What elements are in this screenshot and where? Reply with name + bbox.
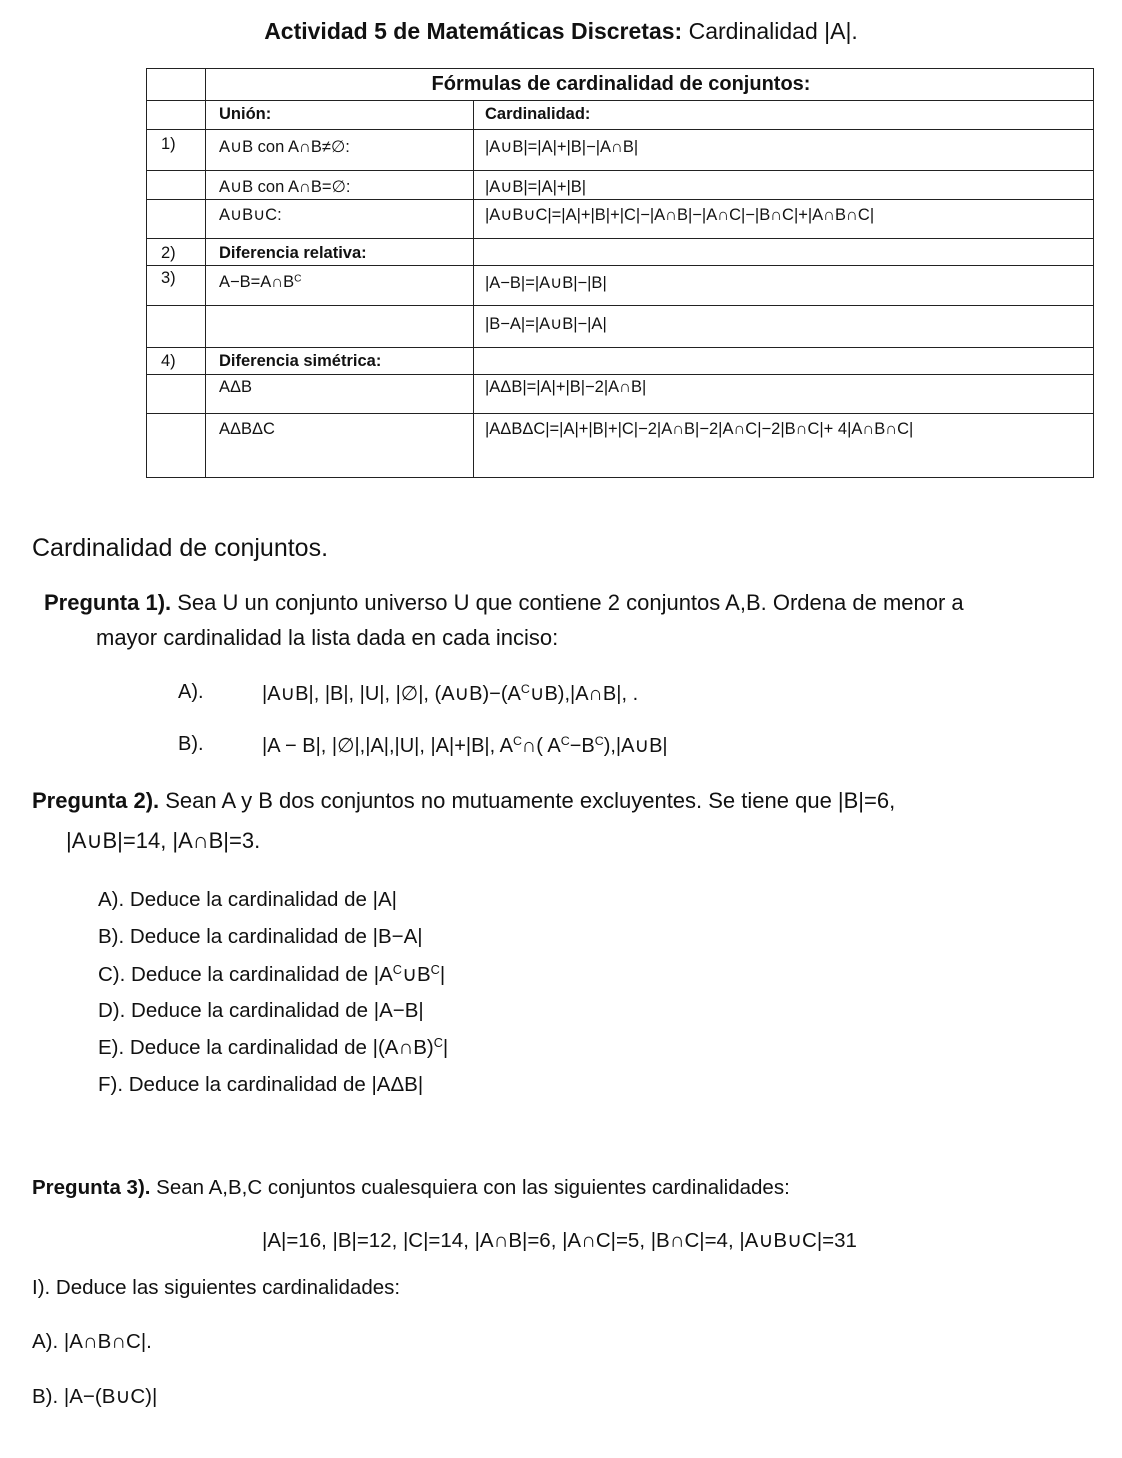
- section-cell: Diferencia simétrica:: [219, 352, 382, 370]
- q2-item: A). Deduce la cardinalidad de |A|: [98, 888, 397, 911]
- q2-item: E). Deduce la cardinalidad de |(A∩B)$^C$|: [98, 1035, 449, 1059]
- q2-line2: |A∪B|=14, |A∩B|=3.: [66, 828, 261, 853]
- title-rest: Cardinalidad |A|.: [682, 18, 858, 44]
- union-cell: A∪B∪C:: [219, 206, 282, 224]
- q3-label: Pregunta 3).: [32, 1176, 151, 1199]
- union-cell: AΔBΔC: [219, 420, 275, 438]
- union-cell: $A-B=A\cap B^C$: [219, 273, 302, 291]
- col-union-header: Unión:: [219, 105, 272, 123]
- section-heading: Cardinalidad de conjuntos.: [32, 534, 329, 562]
- row-number: 3): [161, 269, 176, 287]
- formula-cell: |A∪B|=|A|+|B|−|A∩B|: [485, 138, 639, 156]
- union-cell: AΔB: [219, 378, 253, 396]
- page-title: [0, 18, 1122, 45]
- q1-line1: Pregunta 1). Sea U un conjunto universo U que contiene 2 conjuntos A,B. Ordena de menor a: [44, 590, 964, 615]
- q2-item: F). Deduce la cardinalidad de |AΔB|: [98, 1073, 424, 1096]
- q2-line1: Pregunta 2). Sean A y B dos conjuntos no mutuamente excluyentes. Se tiene que |B|=6,: [32, 788, 896, 813]
- formula-cell: |AΔBΔC|=|A|+|B|+|C|−2|A∩B|−2|A∩C|−2|B∩C|+ 4|A∩B∩C|: [485, 420, 914, 438]
- formula-table: [146, 68, 1094, 478]
- col-cardinality-header: Cardinalidad:: [485, 105, 591, 123]
- q1-a-list: |A∪B|, |B|, |U|, |∅|, $(A\cup B)-(A^C\cup B),|A\cap B|$, .: [262, 682, 639, 705]
- formula-cell: |B−A|=|A∪B|−|A|: [485, 315, 607, 333]
- q2-label: Pregunta 2).: [32, 788, 160, 813]
- formula-cell: |A−B|=|A∪B|−|B|: [485, 274, 607, 292]
- title-bold: Actividad 5 de Matemáticas Discretas:: [264, 18, 683, 44]
- row-number: 4): [161, 352, 176, 370]
- q3-line1: Pregunta 3). Sean A,B,C conjuntos cualesquiera con las siguientes cardinalidades:: [32, 1176, 790, 1199]
- formula-cell: |A∪B|=|A|+|B|: [485, 178, 587, 196]
- q3-item: A). |A∩B∩C|.: [32, 1330, 152, 1353]
- formula-cell: |AΔB|=|A|+|B|−2|A∩B|: [485, 378, 647, 396]
- q1-label: Pregunta 1).: [44, 590, 172, 615]
- q1-b-list: |A − B|, |∅|,|A|,|U|, |A|+|B|, $A^C\cap$( $A^C-B^C),|A\cup B|$: [262, 734, 668, 757]
- q1-a-label: A).: [178, 681, 204, 703]
- q2-item: B). Deduce la cardinalidad de |B−A|: [98, 925, 423, 948]
- row-number: 2): [161, 244, 176, 262]
- union-cell: A∪B con A∩B≠∅:: [219, 138, 350, 156]
- section-cell: Diferencia relativa:: [219, 244, 367, 262]
- q3-item: B). |A−(B∪C)|: [32, 1385, 158, 1408]
- q3-sub: I). Deduce las siguientes cardinalidades:: [32, 1276, 401, 1299]
- table-heading: Fórmulas de cardinalidad de conjuntos:: [431, 73, 811, 95]
- q1-b-label: B).: [178, 733, 204, 755]
- row-number: 1): [161, 135, 176, 153]
- q3-values: |A|=16, |B|=12, |C|=14, |A∩B|=6, |A∩C|=5, |B∩C|=4, |A∪B∪C|=31: [262, 1229, 857, 1252]
- formula-cell: |A∪B∪C|=|A|+|B|+|C|−|A∩B|−|A∩C|−|B∩C|+|A∩B∩C|: [485, 206, 875, 224]
- q2-item: C). Deduce la cardinalidad de $|A^C\cup B^C|$: [98, 962, 446, 986]
- q2-item: D). Deduce la cardinalidad de |A−B|: [98, 999, 424, 1022]
- q1-line2: mayor cardinalidad la lista dada en cada inciso:: [96, 625, 559, 650]
- union-cell: A∪B con A∩B=∅:: [219, 178, 351, 196]
